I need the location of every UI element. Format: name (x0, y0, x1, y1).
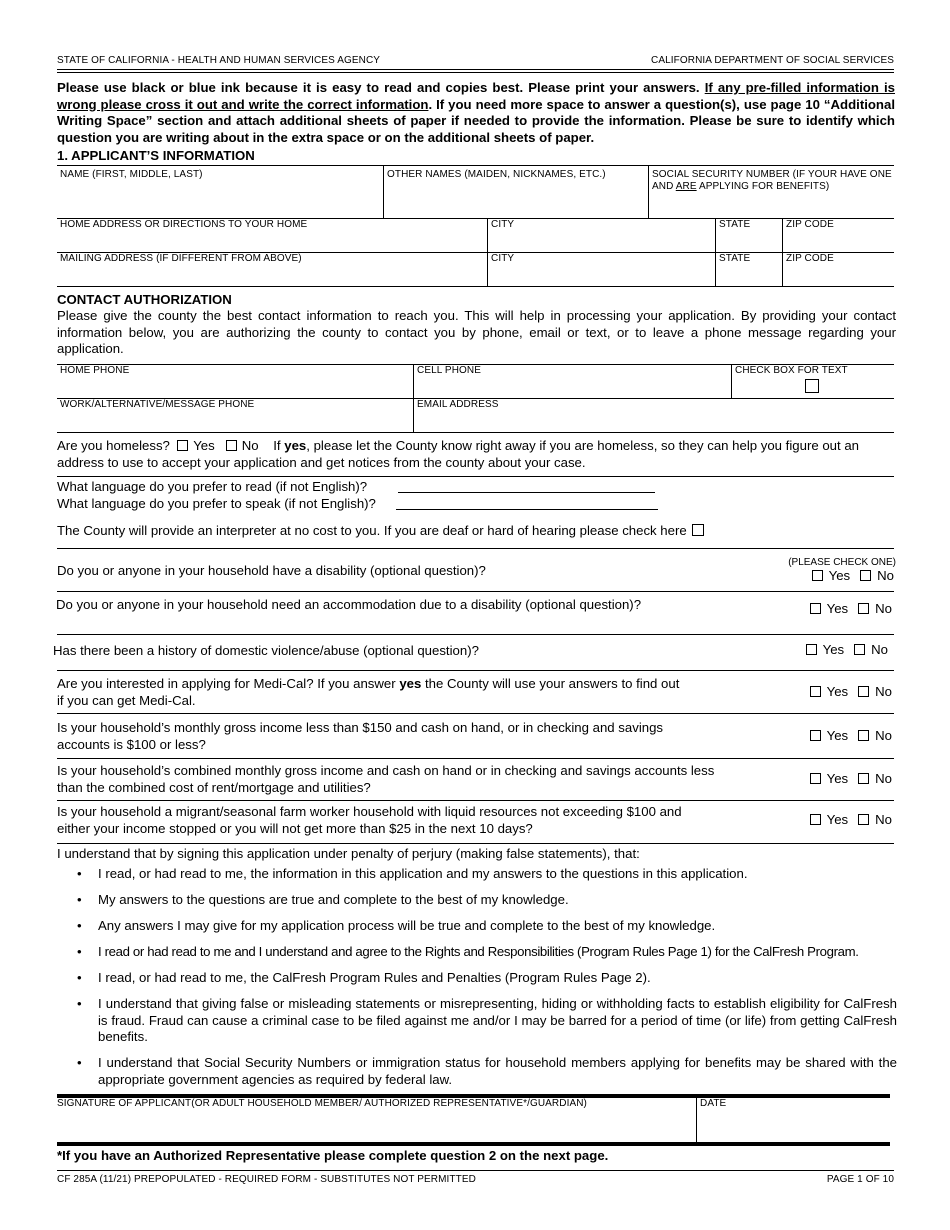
question-accommodation: Do you or anyone in your household need an accommodation due to a disability (optional question)? (56, 597, 642, 612)
q7-no-checkbox[interactable] (858, 814, 869, 825)
section1-title: 1. APPLICANT’S INFORMATION (57, 148, 255, 163)
q1-yes-label: Yes (828, 568, 851, 583)
q4-text-pre: Are you interested in applying for Medi-Cal? If you answer (57, 676, 400, 691)
attestation-list (77, 866, 897, 1088)
mailing-state-label: STATE (719, 253, 751, 264)
q2-no-checkbox[interactable] (858, 603, 869, 614)
homeless-question-text: Are you homeless? (57, 438, 170, 453)
instructions-underlined: If any pre-filled information is wrong please cross it out and write the correct information (57, 80, 895, 112)
page-number: PAGE 1 OF 10 (826, 1174, 894, 1185)
attestation-item: • I read or had read to me and I understand and agree to the Rights and Responsibilities (Program Rules Page 1) for the CalFresh Program. (77, 944, 897, 961)
rule (57, 758, 894, 759)
q5-no-label: No (875, 728, 892, 743)
q7-yes-label: Yes (826, 812, 849, 827)
instructions-part1: Please use black or blue ink because it is easy to read and copies best. Please print your answers. (57, 80, 705, 95)
home-address-label: HOME ADDRESS OR DIRECTIONS TO YOUR HOME (60, 219, 308, 230)
q3-no-checkbox[interactable] (854, 644, 865, 655)
email-field[interactable] (414, 412, 894, 432)
homeless-yes-checkbox[interactable] (177, 440, 188, 451)
language-read-question (57, 479, 367, 496)
signature-divider (696, 1098, 697, 1142)
header-rule (57, 69, 894, 70)
rule (57, 286, 894, 287)
work-phone-field[interactable] (57, 412, 412, 432)
date-field[interactable] (698, 1112, 890, 1140)
text-checkbox-label: CHECK BOX FOR TEXT (735, 365, 848, 376)
footer-rule (57, 1170, 894, 1171)
attestation-item: • Any answers I may give for my application process will be true and complete to the best of my knowledge. (77, 918, 897, 935)
ssn-label-post: APPLYING FOR BENEFITS) (696, 181, 830, 192)
signature-label: SIGNATURE OF APPLICANT(OR ADULT HOUSEHOLD MEMBER/ AUTHORIZED REPRESENTATIVE*/GUARDIAN) (57, 1098, 587, 1109)
q1-no-checkbox[interactable] (860, 570, 871, 581)
rule (57, 634, 894, 635)
attestation-item: • I understand that Social Security Numbers or immigration status for household members applying for benefits may be shared with the appropriate government agencies as required by federal law. (77, 1055, 897, 1088)
agency-name: STATE OF CALIFORNIA - HEALTH AND HUMAN SERVICES AGENCY (57, 55, 381, 66)
other-names-field[interactable] (384, 185, 648, 218)
q7-no-label: No (875, 812, 892, 827)
rule (57, 843, 894, 844)
q4-text-post: the County will use your answers to find out if you can get Medi-Cal. (57, 676, 680, 708)
mailing-city-field[interactable] (488, 266, 714, 286)
q1-options (812, 568, 894, 583)
q5-no-checkbox[interactable] (858, 730, 869, 741)
q6-no-checkbox[interactable] (858, 773, 869, 784)
rule (57, 476, 894, 477)
homeless-no-checkbox[interactable] (226, 440, 237, 451)
q3-yes-label: Yes (822, 642, 845, 657)
question-income-150: Is your household’s monthly gross income less than $150 and cash on hand, or in checking and savings accounts is $100 or less? (57, 720, 664, 752)
homeless-yes-label: Yes (193, 438, 215, 453)
deaf-checkbox[interactable] (692, 524, 704, 536)
ssn-field[interactable] (649, 195, 894, 218)
language-speak-text: What language do you prefer to speak (if not English)? (57, 496, 376, 511)
mailing-address-label: MAILING ADDRESS (IF DIFFERENT FROM ABOVE) (60, 253, 302, 264)
name-field[interactable] (57, 172, 383, 218)
date-label: DATE (700, 1098, 727, 1109)
name-label: NAME (FIRST, MIDDLE, LAST) (60, 169, 203, 180)
home-zip-label: ZIP CODE (786, 219, 834, 230)
q6-yes-checkbox[interactable] (810, 773, 821, 784)
q4-yes-checkbox[interactable] (810, 686, 821, 697)
homeless-question (57, 438, 897, 471)
please-check-one: (PLEASE CHECK ONE) (788, 557, 896, 568)
q6-yes-label: Yes (826, 771, 849, 786)
interpreter-statement (57, 523, 704, 540)
home-state-label: STATE (719, 219, 751, 230)
mailing-address-field[interactable] (57, 266, 486, 286)
contact-title: CONTACT AUTHORIZATION (57, 292, 232, 307)
q2-yes-checkbox[interactable] (810, 603, 821, 614)
ssn-label (652, 169, 892, 193)
q5-yes-label: Yes (826, 728, 849, 743)
mailing-city-label: CITY (491, 253, 515, 264)
cell-phone-field[interactable] (414, 378, 730, 398)
q6-options (810, 771, 892, 786)
q5-yes-checkbox[interactable] (810, 730, 821, 741)
attestation-intro: I understand that by signing this application under penalty of perjury (making false statements), that: (57, 846, 640, 861)
q2-no-label: No (875, 601, 892, 616)
q4-options (810, 684, 892, 699)
ssn-label-pre: AND (652, 181, 676, 192)
attestation-item: • I read, or had read to me, the CalFresh Program Rules and Penalties (Program Rules Page 2). (77, 970, 897, 987)
form-id: CF 285A (11/21) PREPOPULATED - REQUIRED FORM - SUBSTITUTES NOT PERMITTED (57, 1174, 476, 1185)
q4-no-checkbox[interactable] (858, 686, 869, 697)
attestation-item: • My answers to the questions are true and complete to the best of my knowledge. (77, 892, 897, 909)
question-medi-cal (57, 676, 687, 709)
section1-rule (57, 165, 894, 166)
contact-body: Please give the county the best contact information to reach you. This will help in processing your application. By providing your contact information below, you are authorizing the county to contact you by phone, email or text, or to leave a phone message regarding your application. (57, 308, 896, 356)
home-phone-field[interactable] (57, 378, 412, 398)
question-migrant-worker: Is your household a migrant/seasonal farm worker household with liquid resources not exceeding $100 and either your income stopped or you will not get more than $25 in the next 10 days? (57, 804, 682, 836)
homeless-no-label: No (241, 438, 259, 453)
q7-yes-checkbox[interactable] (810, 814, 821, 825)
language-read-text: What language do you prefer to read (if not English)? (57, 479, 368, 494)
q1-yes-checkbox[interactable] (812, 570, 823, 581)
rule (57, 713, 894, 714)
language-read-field[interactable] (398, 492, 655, 493)
attestation-item: • I read, or had read to me, the information in this application and my answers to the questions in this application. (77, 866, 897, 883)
home-state-field[interactable] (716, 232, 781, 252)
q1-no-label: No (877, 568, 894, 583)
q2-options (810, 601, 892, 616)
homeless-note-bold: yes (284, 438, 307, 453)
attestation-item: • I understand that giving false or misleading statements or misrepresenting, hiding or withholding facts to establish eligibility for CalFresh is fraud. Fraud can cause a criminal case to be filed against me and/or I may be barred for a period of time (or life) from getting CalFresh benefits. (77, 996, 897, 1046)
mailing-zip-field[interactable] (783, 266, 894, 286)
home-zip-field[interactable] (783, 232, 894, 252)
signature-bottom-rule (57, 1142, 890, 1146)
text-checkbox[interactable] (805, 379, 819, 393)
q4-yes-label: Yes (826, 684, 849, 699)
q5-options (810, 728, 892, 743)
rule (57, 548, 894, 549)
other-names-label: OTHER NAMES (MAIDEN, NICKNAMES, ETC.) (387, 169, 606, 180)
q4-no-label: No (875, 684, 892, 699)
language-speak-question (57, 496, 376, 513)
instructions (57, 80, 895, 146)
home-city-field[interactable] (488, 232, 714, 252)
home-address-field[interactable] (57, 232, 486, 252)
rule (57, 800, 894, 801)
ssn-label-are: ARE (675, 181, 697, 192)
question-disability: Do you or anyone in your household have a disability (optional question)? (57, 563, 486, 578)
question-domestic-violence: Has there been a history of domestic violence/abuse (optional question)? (53, 643, 479, 658)
home-phone-label: HOME PHONE (60, 365, 130, 376)
header-rule-2 (57, 72, 894, 73)
divider (731, 364, 732, 398)
rule (57, 432, 894, 433)
q3-no-label: No (871, 642, 888, 657)
mailing-state-field[interactable] (716, 266, 781, 286)
signature-field[interactable] (57, 1112, 694, 1140)
q6-no-label: No (875, 771, 892, 786)
home-city-label: CITY (491, 219, 515, 230)
homeless-note-pre: If (273, 438, 285, 453)
work-phone-label: WORK/ALTERNATIVE/MESSAGE PHONE (60, 399, 255, 410)
q3-options (806, 642, 888, 657)
q3-yes-checkbox[interactable] (806, 644, 817, 655)
language-speak-field[interactable] (396, 509, 658, 510)
interpreter-text: The County will provide an interpreter at no cost to you. If you are deaf or hard of hearing please check here (57, 523, 687, 538)
rule (57, 670, 894, 671)
q7-options (810, 812, 892, 827)
instructions-part2: . If you need more space to answer a question(s), use page 10 “Additional Writing Space” section and attach additional sheets of paper if needed to provide the information. Please be sure to identify which question you are writing about in the extra space or on the additional sheets of paper. (57, 96, 895, 145)
question-rent-utilities: Is your household’s combined monthly gross income and cash on hand or in checking and savings accounts less than the combined cost of rent/mortgage and utilities? (57, 763, 715, 795)
cell-phone-label: CELL PHONE (417, 365, 481, 376)
homeless-note-post: , please let the County know right away if you are homeless, so they can help you figure out an address to use to accept your application and get notices from the county about your case. (57, 438, 859, 470)
mailing-zip-label: ZIP CODE (786, 253, 834, 264)
q4-text-bold: yes (399, 676, 422, 691)
q2-yes-label: Yes (826, 601, 849, 616)
rule (57, 591, 894, 592)
department-name: CALIFORNIA DEPARTMENT OF SOCIAL SERVICES (651, 55, 894, 66)
email-label: EMAIL ADDRESS (417, 399, 499, 410)
ssn-label-line1: SOCIAL SECURITY NUMBER (IF YOUR HAVE ONE (652, 169, 892, 180)
authorized-rep-note: *If you have an Authorized Representative please complete question 2 on the next page. (57, 1148, 609, 1163)
ssn-label-line2 (652, 181, 892, 193)
